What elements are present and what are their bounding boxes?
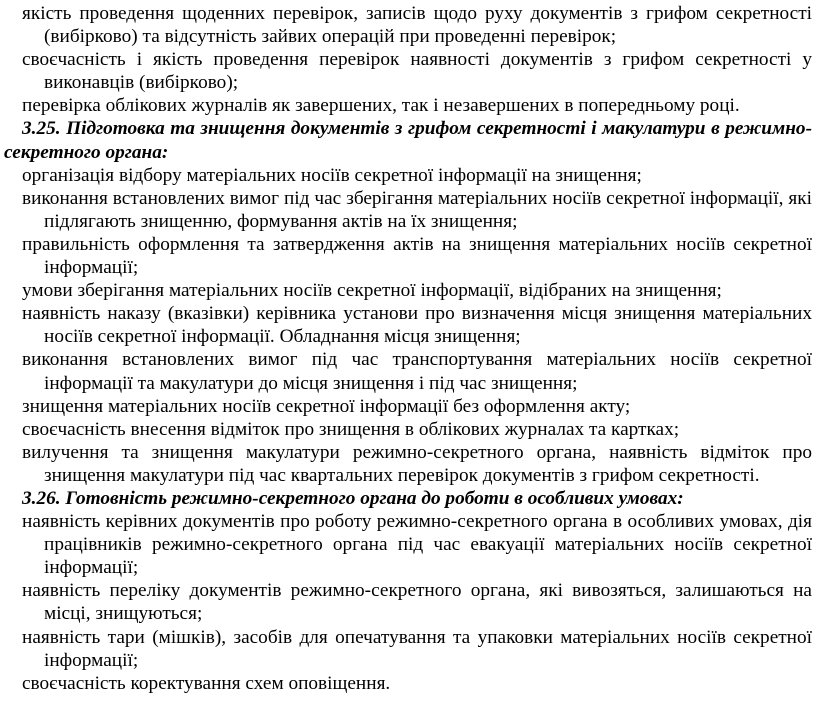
item-destruction-without-act: знищення матеріальних носіїв секретної інформації без оформлення акту;: [22, 395, 631, 417]
item-storage-requirements: виконання встановлених вимог під час зберігання матеріальних носіїв секретної інформації, які підлягають знищенню, формування актів на їх знищення;: [22, 187, 812, 232]
item-transport-requirements: виконання встановлених вимог під час транспортування матеріальних носіїв секретної інформації та макулатури до місця знищення і під час знищення;: [22, 349, 812, 394]
item-availability-checks: своєчасність і якість проведення перевірок наявності документів з грифом секретності у виконавців (вибірково);: [22, 49, 812, 94]
item-waste-destruction: вилучення та знищення макулатури режимно-секретного органа, наявність відміток про знищення макулатури під час квартальних перевірок документів з грифом секретності.: [22, 441, 812, 486]
item-storage-conditions: умови зберігання матеріальних носіїв секретної інформації, відібраних на знищення;: [22, 280, 722, 302]
item-notification-schemes: своєчасність коректування схем оповіщення.: [22, 672, 391, 694]
section-3-25-heading: 3.25. Підготовка та знищення документів з грифом секретності і макулатури в режимно-секретного органа:: [4, 118, 812, 163]
item-marks-timeliness: своєчасність внесення відміток про знищення в облікових журналах та картках;: [22, 418, 680, 440]
item-order-place: наявність наказу (вказівки) керівника установи про визначення місця знищення матеріальних носіїв секретної інформації. Обладнання місця знищення;: [22, 303, 812, 348]
item-daily-checks: якість проведення щоденних перевірок, записів щодо руху документів з грифом секретності (вибірково) та відсутність зайвих операцій при проведенні перевірок;: [22, 3, 812, 48]
item-selection-organization: організація відбору матеріальних носіїв секретної інформації на знищення;: [22, 164, 642, 186]
section-3-26-heading: 3.26. Готовність режимно-секретного органа до роботи в особливих умовах:: [22, 487, 684, 509]
item-guidance-documents: наявність керівних документів про роботу режимно-секретного органа в особливих умовах, дія працівників режимно-секретного органа під час евакуації матеріальних носіїв секретної інформації;: [22, 511, 812, 579]
item-journal-check: перевірка облікових журналів як завершених, так і незавершених в попередньому році.: [22, 95, 740, 117]
item-acts-execution: правильність оформлення та затвердження актів на знищення матеріальних носіїв секретної інформації;: [22, 233, 812, 279]
item-documents-list: наявність переліку документів режимно-секретного органа, які вивозяться, залишаються на місці, знищуються;: [22, 580, 812, 625]
item-packaging: наявність тари (мішків), засобів для опечатування та упаковки матеріальних носіїв секретної інформації;: [22, 626, 812, 671]
